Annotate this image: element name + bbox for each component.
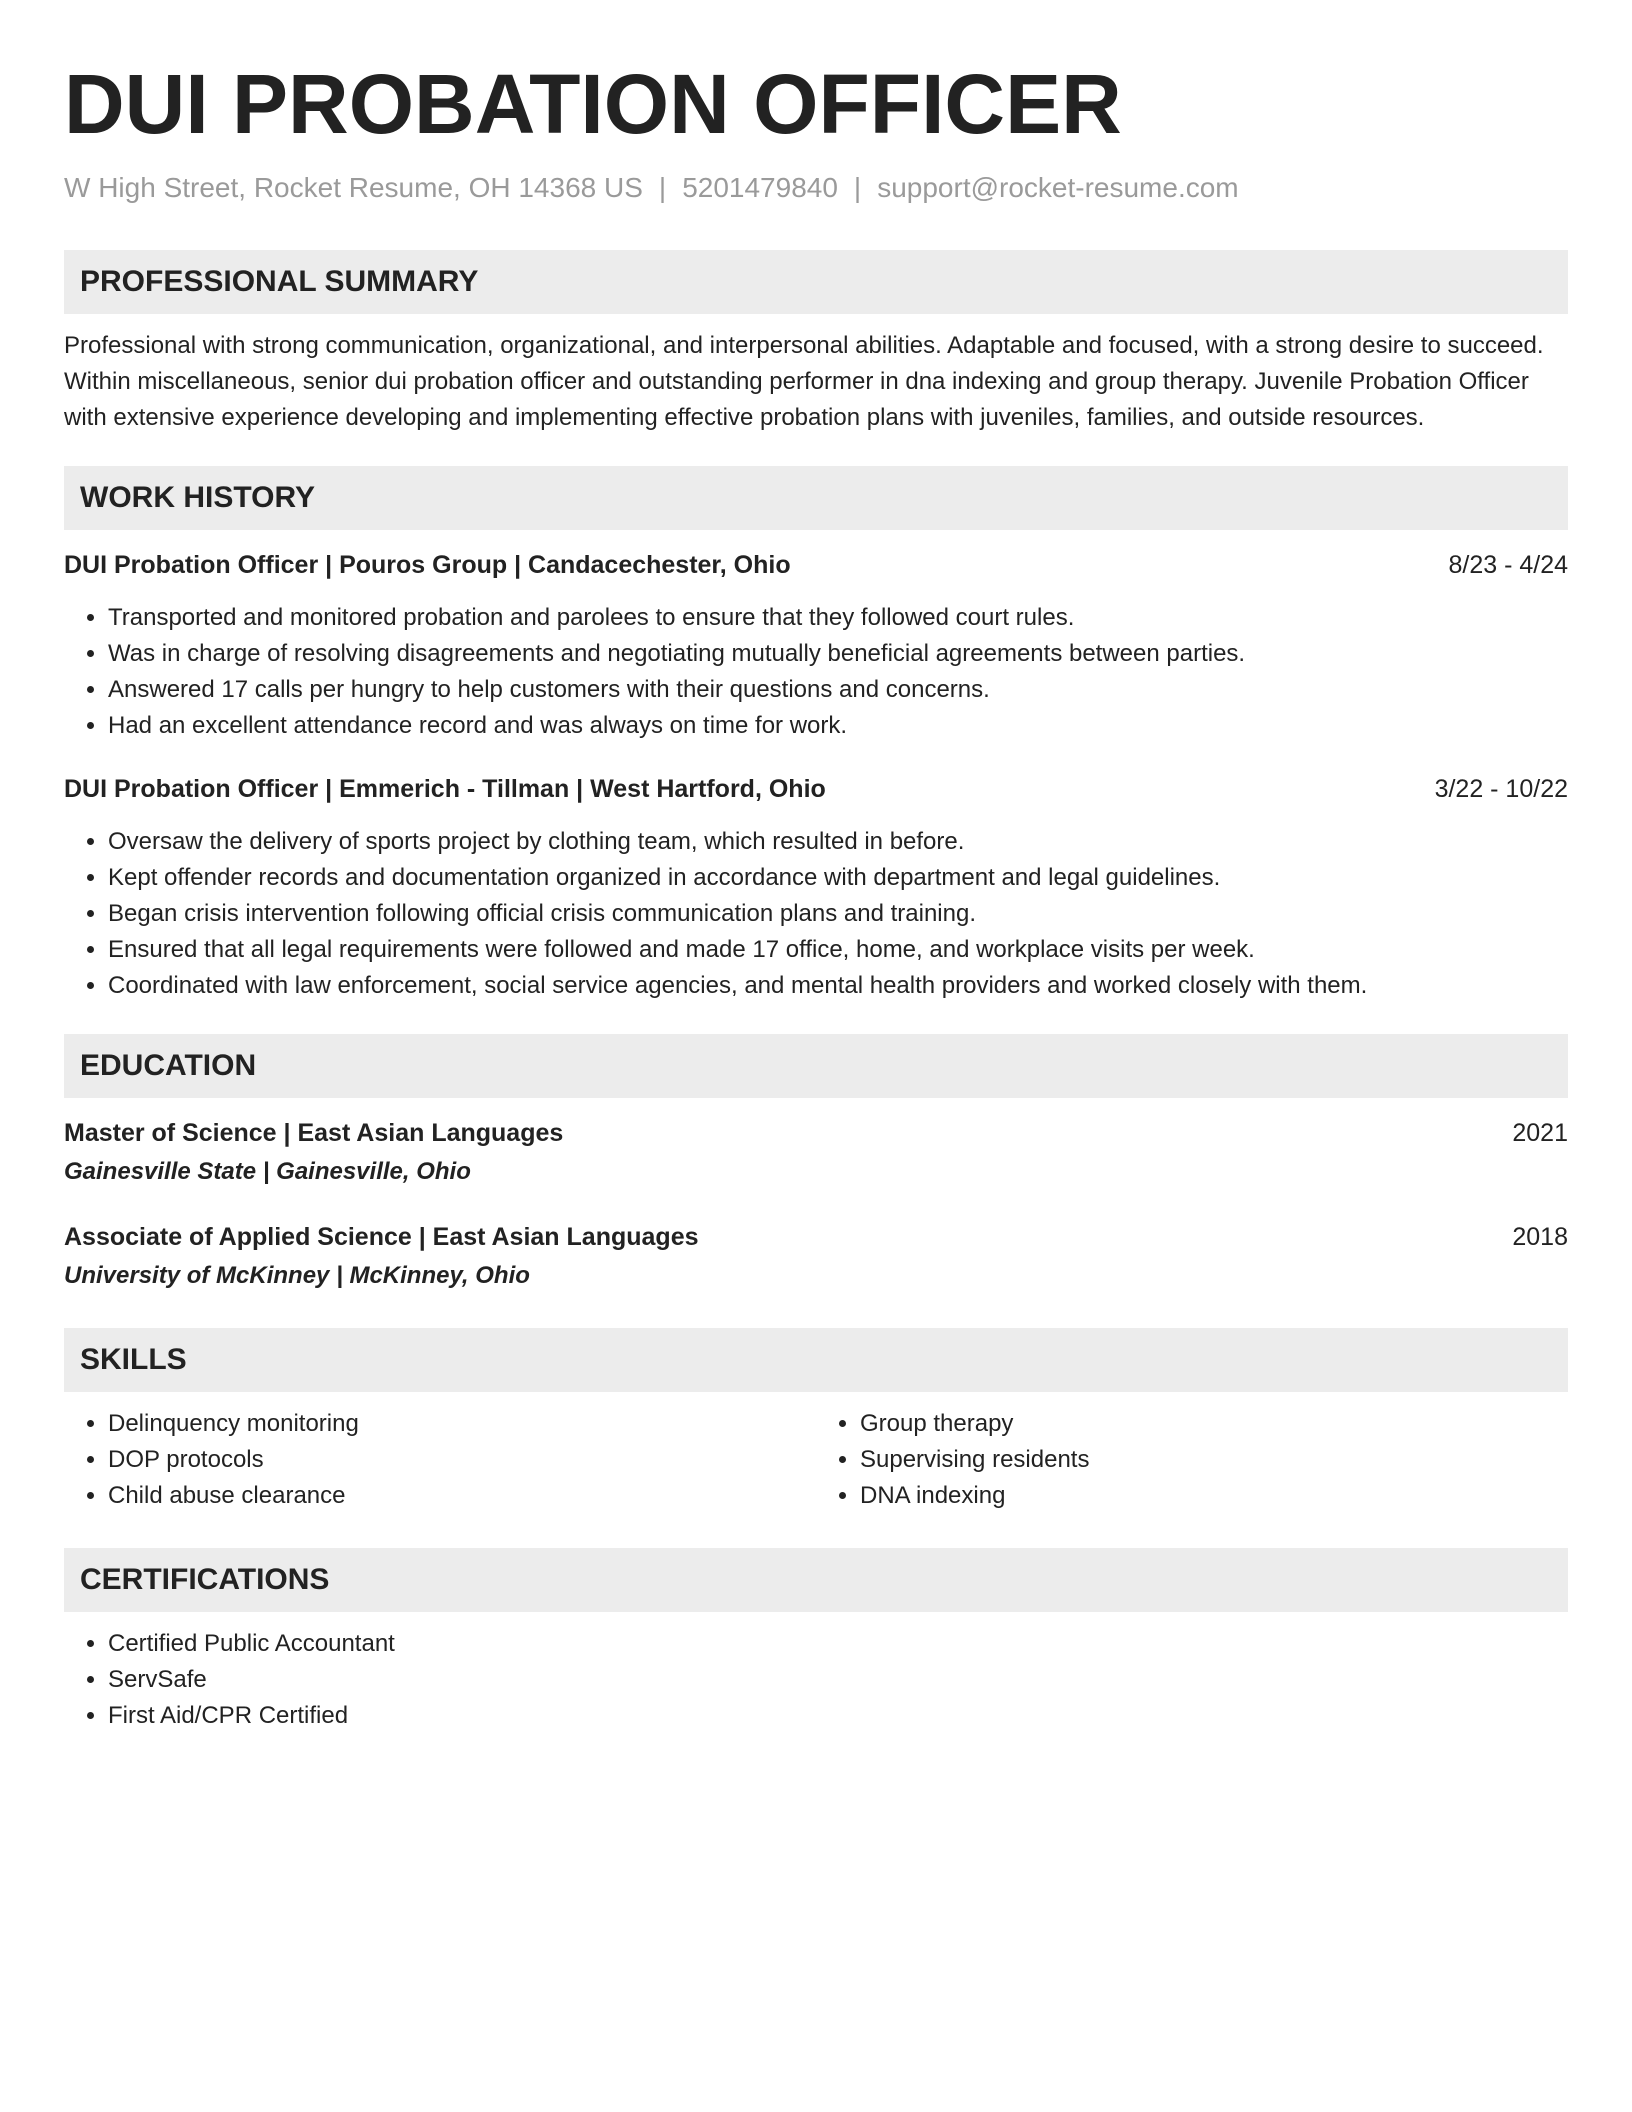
job-bullet: • Ensured that all legal requirements were followed and made 17 office, home, and workplace visits per week.	[108, 932, 1568, 968]
job-title-row	[64, 772, 1568, 806]
certifications-list	[64, 1626, 1568, 1734]
job-dates: 3/22 - 10/22	[1434, 775, 1568, 803]
skill-item: • Delinquency monitoring	[108, 1406, 816, 1442]
skill-item: • DOP protocols	[108, 1442, 816, 1478]
skills-list	[816, 1406, 1568, 1514]
skill-item: • Child abuse clearance	[108, 1478, 816, 1514]
education-entry	[64, 1116, 1568, 1190]
job-title: DUI Probation Officer | Emmerich - Tillman | West Hartford, Ohio	[64, 775, 826, 803]
contact-separator: |	[658, 172, 667, 203]
skill-item: • Supervising residents	[860, 1442, 1568, 1478]
certification-item: • Certified Public Accountant	[108, 1626, 1568, 1662]
section-header-certifications: CERTIFICATIONS	[64, 1548, 1568, 1612]
section-header-skills: SKILLS	[64, 1328, 1568, 1392]
education-school: Gainesville State | Gainesville, Ohio	[64, 1158, 471, 1185]
contact-separator: |	[853, 172, 862, 203]
education-year: 2018	[1512, 1223, 1568, 1251]
job-dates: 8/23 - 4/24	[1448, 551, 1568, 579]
job-bullet: • Kept offender records and documentation organized in accordance with department and legal guidelines.	[108, 860, 1568, 896]
section-header-summary: PROFESSIONAL SUMMARY	[64, 250, 1568, 314]
education-row	[64, 1220, 1568, 1254]
education-entry	[64, 1220, 1568, 1294]
summary-text: Professional with strong communication, organizational, and interpersonal abilities. Adaptable and focused, with a strong desire to succeed. Within miscellaneous, senior dui probation officer and outstanding performer in dna indexing and group therapy. Juvenile Probation Officer with extensive experience developing and implementing effective probation plans with juveniles, families, and outside resources.	[64, 332, 1544, 431]
skill-item: • DNA indexing	[860, 1478, 1568, 1514]
contact-phone: 5201479840	[682, 172, 838, 203]
job-title: DUI Probation Officer | Pouros Group | Candacechester, Ohio	[64, 551, 791, 579]
job-bullets	[64, 824, 1568, 1004]
job-entry	[64, 548, 1568, 744]
job-bullet: • Transported and monitored probation and parolees to ensure that they followed court rules.	[108, 600, 1568, 636]
skills-column-left	[64, 1406, 816, 1514]
job-bullets	[64, 600, 1568, 744]
job-bullet: • Began crisis intervention following official crisis communication plans and training.	[108, 896, 1568, 932]
education-degree: Master of Science | East Asian Languages	[64, 1119, 564, 1147]
job-bullet: • Had an excellent attendance record and was always on time for work.	[108, 708, 1568, 744]
education-degree: Associate of Applied Science | East Asian Languages	[64, 1223, 699, 1251]
skill-item: • Group therapy	[860, 1406, 1568, 1442]
skills-grid	[64, 1406, 1568, 1514]
certification-item: • ServSafe	[108, 1662, 1568, 1698]
education-school: University of McKinney | McKinney, Ohio	[64, 1262, 530, 1289]
skills-list	[64, 1406, 816, 1514]
section-header-education: EDUCATION	[64, 1034, 1568, 1098]
certification-item: • First Aid/CPR Certified	[108, 1698, 1568, 1734]
job-entry	[64, 772, 1568, 1004]
job-bullet: • Oversaw the delivery of sports project by clothing team, which resulted in before.	[108, 824, 1568, 860]
education-year: 2021	[1512, 1119, 1568, 1147]
job-bullet: • Coordinated with law enforcement, social service agencies, and mental health providers and worked closely with them.	[108, 968, 1568, 1004]
section-header-work-history: WORK HISTORY	[64, 466, 1568, 530]
education-row	[64, 1116, 1568, 1150]
job-bullet: • Answered 17 calls per hungry to help customers with their questions and concerns.	[108, 672, 1568, 708]
contact-line	[64, 170, 1568, 206]
candidate-name: DUI PROBATION OFFICER	[64, 57, 1122, 151]
contact-address: W High Street, Rocket Resume, OH 14368 US	[64, 172, 643, 203]
job-bullet: • Was in charge of resolving disagreements and negotiating mutually beneficial agreements between parties.	[108, 636, 1568, 672]
skills-column-right	[816, 1406, 1568, 1514]
contact-email: support@rocket-resume.com	[877, 172, 1239, 203]
job-title-row	[64, 548, 1568, 582]
